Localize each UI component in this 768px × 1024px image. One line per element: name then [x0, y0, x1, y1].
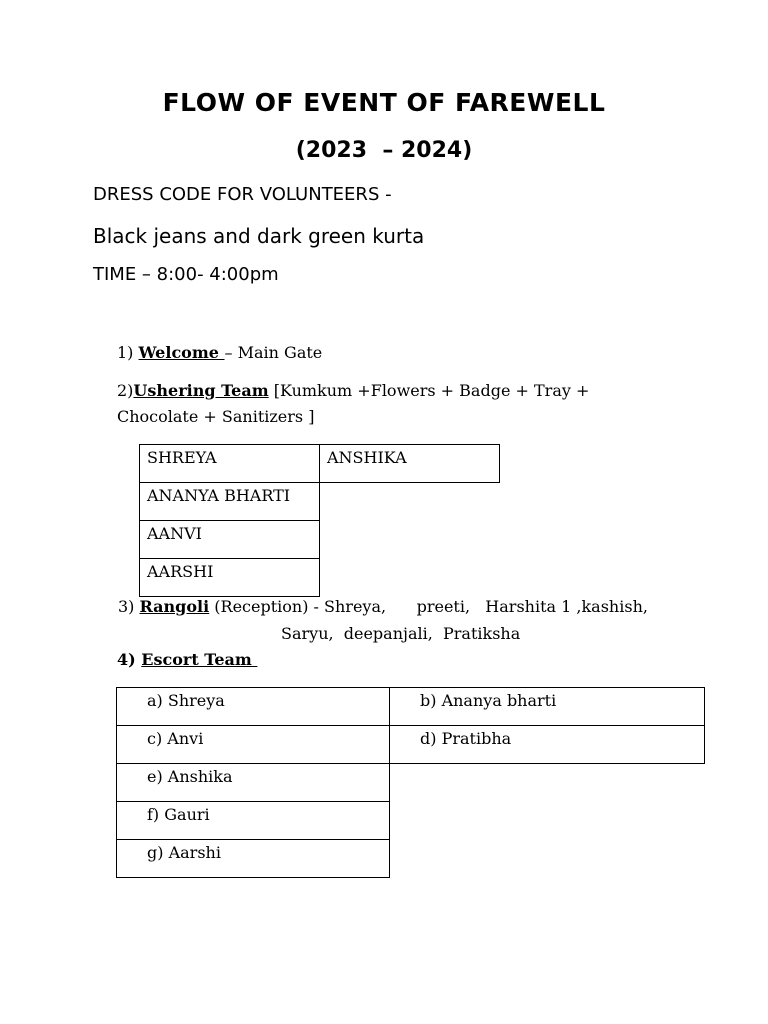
empty-cell: [320, 559, 500, 597]
dress-code-label: DRESS CODE FOR VOLUNTEERS -: [93, 184, 392, 205]
table-cell: d) Pratibha: [390, 726, 705, 764]
escort-team-table: [116, 687, 705, 878]
escort-heading: Escort Team: [141, 650, 258, 669]
empty-cell: [320, 521, 500, 559]
table-cell: AANVI: [140, 521, 320, 559]
page-title: FLOW OF EVENT OF FAREWELL: [162, 88, 606, 117]
empty-cell: [390, 840, 705, 878]
table-cell: f) Gauri: [117, 802, 390, 840]
event-year: (2023 – 2024): [295, 138, 473, 163]
welcome-location: – Main Gate: [224, 343, 323, 362]
table-row: [140, 559, 500, 597]
table-cell: SHREYA: [140, 445, 320, 483]
ushering-heading: Ushering Team: [133, 381, 269, 400]
rangoli-members-1: (Reception) - Shreya, preeti, Harshita 1 ,kashish,: [209, 597, 648, 616]
rangoli-members-2: Saryu, deepanjali, Pratiksha: [281, 624, 521, 643]
table-cell: b) Ananya bharti: [390, 688, 705, 726]
empty-cell: [390, 802, 705, 840]
table-row: [140, 521, 500, 559]
table-cell: a) Shreya: [117, 688, 390, 726]
table-row: [117, 688, 705, 726]
table-cell: ANSHIKA: [320, 445, 500, 483]
ushering-team-table: [139, 444, 500, 597]
table-row: [117, 802, 705, 840]
escort-number: 4): [117, 650, 142, 669]
escort-line: [117, 650, 257, 669]
rangoli-line: [118, 597, 648, 616]
empty-cell: [320, 483, 500, 521]
table-cell: ANANYA BHARTI: [140, 483, 320, 521]
table-row: [140, 483, 500, 521]
welcome-heading: Welcome: [138, 343, 225, 362]
ushering-items-2: Chocolate + Sanitizers ]: [117, 407, 315, 426]
table-cell: g) Aarshi: [117, 840, 390, 878]
table-row: [117, 764, 705, 802]
ushering-line: [117, 381, 589, 400]
event-time: TIME – 8:00- 4:00pm: [93, 264, 279, 285]
welcome-number: 1): [117, 343, 139, 362]
table-cell: AARSHI: [140, 559, 320, 597]
welcome-line: [117, 343, 322, 362]
ushering-number: 2): [117, 381, 134, 400]
empty-cell: [390, 764, 705, 802]
table-cell: e) Anshika: [117, 764, 390, 802]
table-row: [117, 840, 705, 878]
table-row: [140, 445, 500, 483]
table-cell: c) Anvi: [117, 726, 390, 764]
ushering-items-1: [Kumkum +Flowers + Badge + Tray +: [268, 381, 590, 400]
rangoli-number: 3): [118, 597, 140, 616]
table-row: [117, 726, 705, 764]
rangoli-heading: Rangoli: [139, 597, 210, 616]
dress-code-value: Black jeans and dark green kurta: [93, 224, 425, 248]
